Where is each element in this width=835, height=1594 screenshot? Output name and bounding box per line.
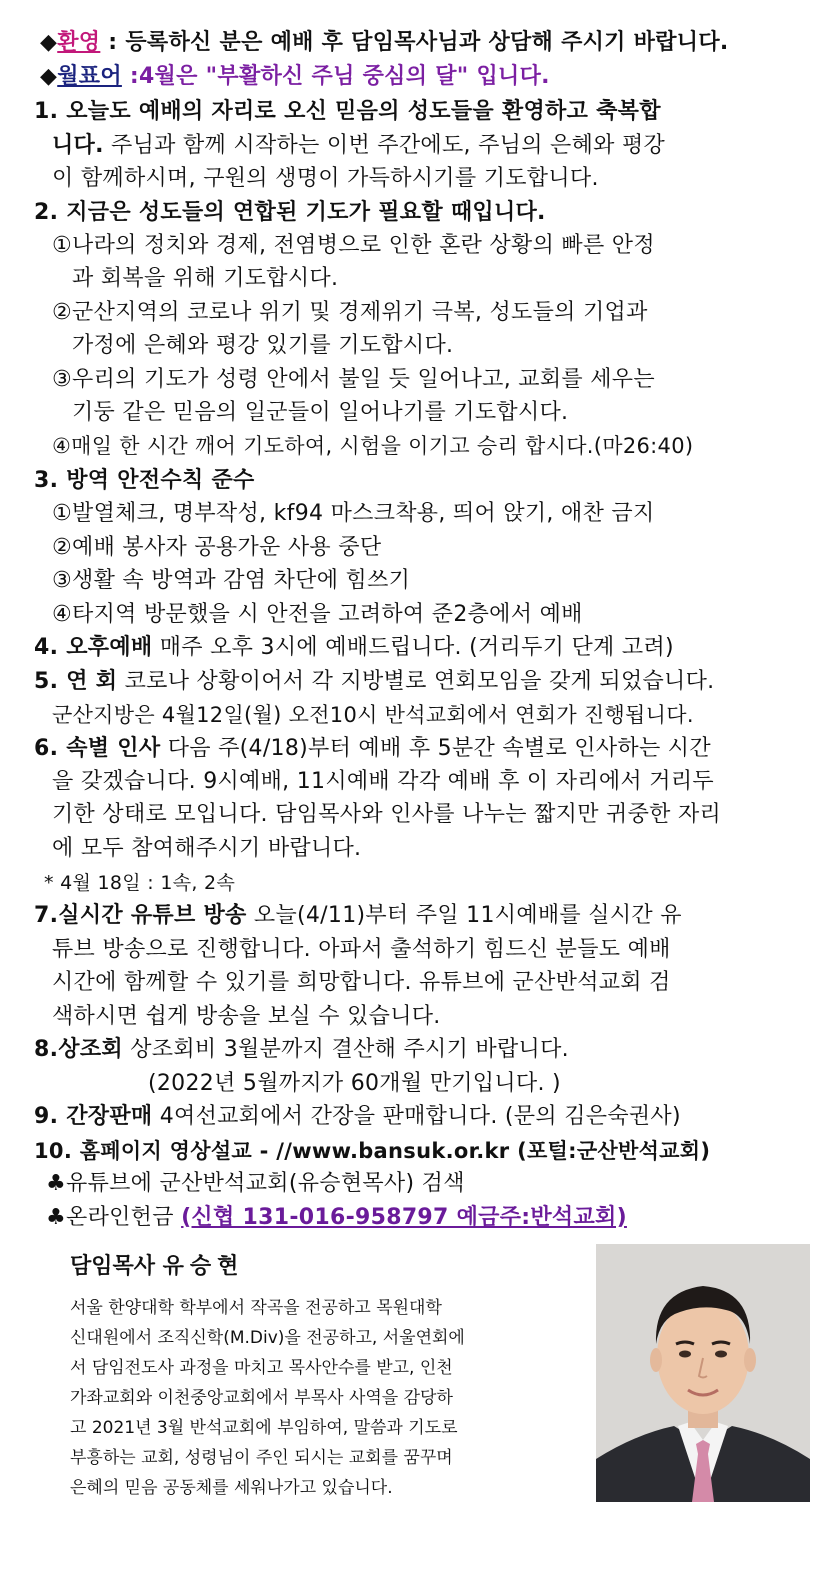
- item2-p4: ④매일 한 시간 깨어 기도하여, 시험을 이기고 승리 합시다.(마26:40): [52, 434, 694, 458]
- pastor-bio: [70, 1293, 590, 1503]
- monthly-text: 4월은 "부활하신 주님 중심의 달" 입니다.: [138, 64, 550, 89]
- item5-line2: 군산지방은 4월12일(월) 오전10시 반석교회에서 연회가 진행됩니다.: [52, 703, 694, 727]
- item1-rest2: 주님과 함께 시작하는 이번 주간에도, 주님의 은혜와 평강: [103, 133, 666, 158]
- item3-r3: ③생활 속 방역과 감염 차단에 힘쓰기: [52, 568, 411, 593]
- item10-offering: [46, 1203, 805, 1233]
- item1-line1: 1. 오늘도 예배의 자리로 오신 믿음의 성도들을 환영하고 축복합: [34, 99, 661, 124]
- item7-line3: 시간에 함께할 수 있기를 희망합니다. 유튜브에 군산반석교회 검: [52, 970, 671, 995]
- welcome-title: 환영: [57, 30, 101, 55]
- item9-title: 9. 간장판매: [34, 1104, 153, 1129]
- pastor-portrait-image: [596, 1244, 810, 1502]
- pastor-bio-line: 고 2021년 3월 반석교회에 부임하여, 말씀과 기도로: [70, 1418, 458, 1438]
- welcome-notice: [40, 28, 805, 58]
- pastor-bio-line: 신대원에서 조직신학(M.Div)을 전공하고, 서울연회에: [70, 1328, 465, 1348]
- item7-text: 오늘(4/11)부터 주일 11시예배를 실시간 유: [246, 903, 682, 928]
- item6-line3: 기한 상태로 모입니다. 담임목사와 인사를 나누는 짧지만 귀중한 자리: [52, 802, 722, 827]
- item10-title: 10. 홈페이지 영상설교 - //www.bansuk.or.kr (포털:군산반석교회): [34, 1139, 711, 1163]
- item4-text: 매주 오후 3시에 예배드립니다. (거리두기 단계 고려): [152, 635, 674, 660]
- item2-p1b: 과 회복을 위해 기도합시다.: [72, 266, 339, 291]
- item6: [34, 734, 805, 764]
- item2-p1a: ①나라의 정치와 경제, 전염병으로 인한 혼란 상황의 빠른 안정: [52, 233, 655, 258]
- pastor-bio-line: 부흥하는 교회, 성령님이 주인 되시는 교회를 꿈꾸며: [70, 1448, 453, 1468]
- item3-r1: ①발열체크, 명부작성, kf94 마스크착용, 띄어 앉기, 애찬 금지: [52, 501, 655, 526]
- item2-title: 2. 지금은 성도들의 연합된 기도가 필요할 때입니다.: [34, 200, 546, 225]
- item1-lead2: 니다.: [52, 133, 104, 158]
- item6-note: * 4월 18일 : 1속, 2속: [44, 872, 236, 894]
- item4: [34, 633, 805, 663]
- item7: [34, 901, 805, 931]
- pastor-profile: [70, 1248, 590, 1503]
- item10-youtube: ♣유튜브에 군산반석교회(유승현목사) 검색: [46, 1171, 465, 1196]
- item1-line2: [52, 131, 805, 161]
- item5-text: 코로나 상황이어서 각 지방별로 연회모임을 갖게 되었습니다.: [117, 669, 715, 694]
- pastor-title-prefix: 담임목사: [70, 1254, 163, 1279]
- item8-line2: (2022년 5월까지가 60개월 만기입니다. ): [148, 1071, 561, 1096]
- item3-r4: ④타지역 방문했을 시 안전을 고려하여 준2층에서 예배: [52, 602, 583, 627]
- item7-line4: 색하시면 쉽게 방송을 보실 수 있습니다.: [52, 1004, 441, 1029]
- offering-account: (신협 131-016-958797 예금주:반석교회): [181, 1205, 627, 1230]
- pastor-title: [70, 1248, 590, 1285]
- pastor-bio-line: 가좌교회와 이천중앙교회에서 부목사 사역을 감당하: [70, 1388, 453, 1408]
- item6-text: 다음 주(4/18)부터 예배 후 5분간 속별로 인사하는 시간: [160, 736, 711, 761]
- item3-r2: ②예배 봉사자 공용가운 사용 중단: [52, 535, 382, 560]
- item6-line2: 을 갖겠습니다. 9시예배, 11시예배 각각 예배 후 이 자리에서 거리두: [52, 769, 714, 794]
- monthly-title: 월표어: [57, 64, 122, 89]
- diamond-bullet-icon: ◆: [40, 64, 58, 89]
- diamond-bullet-icon: ◆: [40, 30, 58, 55]
- item2-p2a: ②군산지역의 코로나 위기 및 경제위기 극복, 성도들의 기업과: [52, 300, 648, 325]
- item7-line2: 튜브 방송으로 진행합니다. 아파서 출석하기 힘드신 분들도 예배: [52, 937, 671, 962]
- item2-p2b: 가정에 은혜와 평강 있기를 기도합시다.: [72, 333, 454, 358]
- item3-title: 3. 방역 안전수칙 준수: [34, 468, 255, 493]
- pastor-name: 유승현: [162, 1253, 245, 1279]
- item9: [34, 1102, 805, 1132]
- item2-p3b: 기둥 같은 믿음의 일군들이 일어나기를 기도합시다.: [72, 400, 569, 425]
- item8-title: 8.상조회: [34, 1037, 123, 1062]
- item6-title: 6. 속별 인사: [34, 736, 161, 761]
- item8-text: 상조회비 3월분까지 결산해 주시기 바랍니다.: [122, 1037, 569, 1062]
- item9-text: 4여선교회에서 간장을 판매합니다. (문의 김은숙권사): [152, 1104, 681, 1129]
- item8: [34, 1035, 805, 1065]
- monthly-motto: [40, 62, 805, 92]
- item1-line3: 이 함께하시며, 구원의 생명이 가득하시기를 기도합니다.: [52, 166, 599, 191]
- pastor-bio-line: 서 담임전도사 과정을 마치고 목사안수를 받고, 인천: [70, 1358, 453, 1378]
- monthly-colon: :: [121, 64, 139, 89]
- welcome-text: 등록하신 분은 예배 후 담임목사님과 상담해 주시기 바랍니다.: [125, 30, 729, 55]
- welcome-colon: :: [100, 30, 126, 55]
- item5-title: 5. 연 회: [34, 669, 118, 694]
- item7-title: 7.실시간 유튜브 방송: [34, 903, 247, 928]
- pastor-photo: [596, 1244, 810, 1502]
- item2-p3a: ③우리의 기도가 성령 안에서 불일 듯 일어나고, 교회를 세우는: [52, 367, 655, 392]
- item6-line4: 에 모두 참여해주시기 바랍니다.: [52, 836, 362, 861]
- pastor-bio-line: 은혜의 믿음 공동체를 세워나가고 있습니다.: [70, 1478, 393, 1498]
- pastor-bio-line: 서울 한양대학 학부에서 작곡을 전공하고 목원대학: [70, 1298, 442, 1318]
- offering-label: ♣온라인헌금: [46, 1205, 182, 1230]
- item5: [34, 667, 805, 697]
- item4-title: 4. 오후예배: [34, 635, 153, 660]
